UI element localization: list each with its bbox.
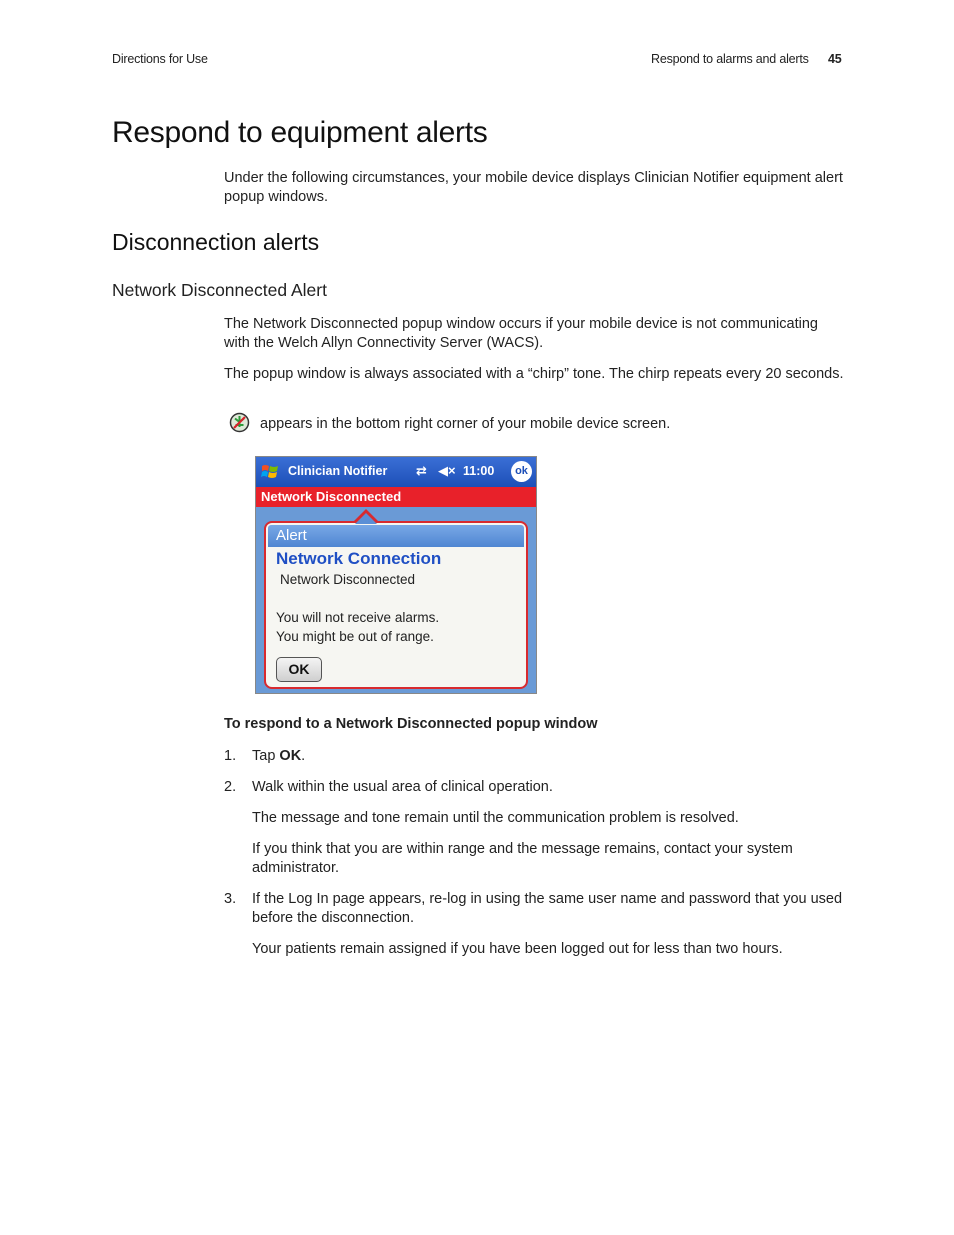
paragraph-network-disconnected: The Network Disconnected popup window occurs if your mobile device is not communicating with the Welch Allyn Connectivity Server (WACS). xyxy=(224,316,818,351)
app-title: Clinician Notifier xyxy=(288,464,388,478)
section-heading: Disconnection alerts xyxy=(112,229,320,255)
step-number: 2. xyxy=(224,779,237,795)
procedure-heading: To respond to a Network Disconnected popup window xyxy=(224,716,598,732)
title-ok-button[interactable]: ok xyxy=(511,461,532,482)
device-title-bar xyxy=(256,457,536,487)
alert-title: Network Connection xyxy=(276,549,442,568)
step-3-note: Your patients remain assigned if you have been logged out for less than two hours. xyxy=(252,941,783,957)
page-number: 45 xyxy=(828,52,842,66)
alert-bubble-area xyxy=(256,507,536,693)
step-2-note: If you think that you are within range and the message remains, contact your system administrator. xyxy=(252,841,793,876)
step-1-ok: OK xyxy=(279,748,302,764)
step-number: 3. xyxy=(224,891,237,907)
intro-paragraph: Under the following circumstances, your mobile device displays Clinician Notifier equipment alert popup windows. xyxy=(224,170,843,205)
step-3: If the Log In page appears, re-log in using the same user name and password that you used before the disconnection. xyxy=(252,891,843,926)
step-1-suffix: . xyxy=(301,748,306,764)
alert-bubble xyxy=(264,521,528,689)
running-header-title: Directions for Use xyxy=(112,52,208,66)
step-2: Walk within the usual area of clinical operation. xyxy=(252,779,553,795)
clock-time[interactable]: 11:00 xyxy=(463,464,495,478)
device-screenshot xyxy=(255,456,537,694)
ok-button[interactable]: OK xyxy=(276,657,322,682)
paragraph-chirp: The popup window is always associated with a “chirp” tone. The chirp repeats every 20 seconds. xyxy=(224,366,844,382)
alert-subtitle: Network Disconnected xyxy=(280,572,416,587)
running-header-section: Respond to alarms and alerts xyxy=(651,52,809,66)
connectivity-icon[interactable]: ⇄ xyxy=(416,463,427,478)
subsection-heading: Network Disconnected Alert xyxy=(112,280,327,300)
speaker-muted-icon[interactable]: ◀× xyxy=(438,463,456,478)
page-title: Respond to equipment alerts xyxy=(112,116,488,149)
network-disconnected-banner: Network Disconnected xyxy=(256,487,536,507)
network-disconnected-icon xyxy=(229,412,250,433)
step-1 xyxy=(252,747,844,766)
alert-message-line1: You will not receive alarms. xyxy=(276,610,440,625)
windows-start-icon[interactable] xyxy=(261,463,279,481)
step-2-note: The message and tone remain until the communication problem is resolved. xyxy=(252,810,739,826)
alert-message-line2: You might be out of range. xyxy=(276,629,434,644)
step-1-prefix: Tap xyxy=(252,748,280,764)
bubble-tail-inner xyxy=(355,513,377,524)
paragraph-icon-location: appears in the bottom right corner of your mobile device screen. xyxy=(260,416,671,432)
alert-header: Alert xyxy=(268,525,524,547)
step-number: 1. xyxy=(224,748,237,764)
